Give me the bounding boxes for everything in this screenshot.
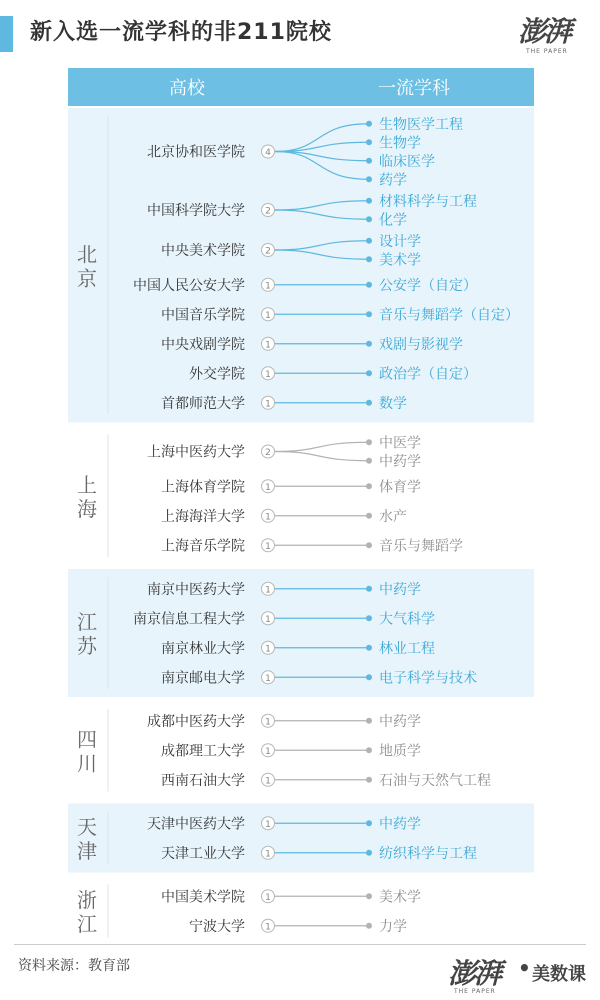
discipline-label: 中药学 (379, 713, 421, 730)
discipline-label: 美术学 (379, 252, 421, 269)
count-value: 1 (265, 482, 271, 493)
discipline-label: 地质学 (379, 743, 421, 760)
count-value: 1 (265, 849, 271, 860)
discipline-dot (366, 400, 372, 406)
school-name: 南京林业大学 (161, 640, 245, 657)
discipline-label: 音乐与舞蹈学 (379, 538, 463, 555)
discipline-dot (366, 439, 372, 445)
discipline-dot (366, 542, 372, 548)
region-label-char: 江 (77, 610, 97, 634)
count-value: 1 (265, 746, 271, 757)
discipline-dot (366, 238, 372, 244)
school-name: 中国科学院大学 (147, 203, 245, 219)
discipline-dot (366, 176, 372, 182)
region-label-char: 上 (77, 472, 97, 497)
region-label-char: 津 (77, 839, 97, 863)
region-label-char: 北 (77, 242, 97, 267)
region-label-char: 天 (77, 815, 97, 839)
footer-divider (14, 944, 586, 945)
school-name: 南京中医药大学 (147, 581, 245, 598)
discipline-dot (366, 820, 372, 826)
region-label-char: 苏 (77, 634, 97, 658)
region-label-char: 江 (77, 912, 97, 936)
logo-mark: 澎湃 (518, 15, 571, 48)
discipline-label: 生物医学工程 (379, 116, 463, 133)
school-name: 上海中医药大学 (147, 444, 245, 461)
discipline-label: 药学 (379, 172, 407, 189)
discipline-label: 中医学 (379, 435, 421, 452)
footer-logo (448, 952, 593, 996)
discipline-label: 公安学（自定） (379, 277, 477, 294)
discipline-dot (366, 256, 372, 262)
logo-subtitle: THE PAPER (526, 48, 568, 55)
count-value: 2 (265, 246, 271, 257)
count-value: 1 (265, 340, 271, 351)
discipline-label: 电子科学与技术 (379, 670, 477, 687)
discipline-dot (366, 483, 372, 489)
discipline-label: 生物学 (379, 135, 421, 152)
discipline-label: 设计学 (379, 233, 421, 250)
discipline-dot (366, 850, 372, 856)
discipline-dot (366, 718, 372, 724)
table-header-bar (68, 68, 534, 106)
region-label-char: 四 (77, 727, 97, 752)
discipline-label: 数学 (379, 395, 407, 412)
school-name: 首都师范大学 (161, 395, 245, 412)
discipline-label: 美术学 (379, 889, 421, 906)
school-name: 中国音乐学院 (161, 307, 245, 324)
count-value: 2 (265, 206, 271, 217)
count-value: 4 (265, 148, 271, 158)
data-source: 资料来源：教育部 (18, 958, 130, 974)
discipline-label: 大气科学 (379, 611, 435, 628)
discipline-dot (366, 341, 372, 347)
discipline-label: 临床医学 (379, 153, 435, 170)
footer-logo-subtitle: THE PAPER (454, 988, 496, 995)
discipline-label: 中药学 (379, 453, 421, 470)
discipline-dot (366, 893, 372, 899)
count-value: 1 (265, 819, 271, 830)
region-label-char: 海 (77, 496, 97, 521)
discipline-dot (366, 370, 372, 376)
school-name: 北京协和医学院 (147, 144, 245, 161)
discipline-label: 政治学（自定） (379, 366, 477, 383)
footer-brand: 美数课 (532, 964, 586, 985)
count-value: 1 (265, 369, 271, 380)
discipline-label: 水产 (379, 508, 407, 525)
discipline-dot (366, 311, 372, 317)
discipline-dot (366, 216, 372, 222)
discipline-label: 材料科学与工程 (379, 193, 477, 210)
region-band (68, 804, 534, 873)
count-value: 1 (265, 512, 271, 523)
region-label-char: 川 (77, 751, 97, 776)
discipline-label: 力学 (379, 918, 407, 935)
count-value: 1 (265, 399, 271, 410)
count-value: 2 (265, 448, 271, 458)
discipline-label: 中药学 (379, 581, 421, 598)
count-value: 1 (265, 673, 271, 684)
region-label-char: 浙 (77, 888, 97, 912)
discipline-dot (366, 121, 372, 127)
discipline-dot (366, 139, 372, 145)
count-value: 1 (265, 776, 271, 787)
discipline-dot (366, 198, 372, 204)
school-name: 天津中医药大学 (147, 816, 245, 833)
header-school-label: 高校 (169, 78, 205, 99)
discipline-label: 石油与天然气工程 (379, 772, 491, 789)
school-name: 中国美术学院 (161, 889, 245, 906)
school-name: 上海海洋大学 (161, 508, 245, 525)
discipline-dot (366, 513, 372, 519)
count-value: 1 (265, 585, 271, 596)
school-name: 成都中医药大学 (147, 713, 245, 730)
discipline-dot (366, 923, 372, 929)
school-name: 中国人民公安大学 (133, 277, 245, 294)
discipline-dot (366, 615, 372, 621)
header-discipline-label: 一流学科 (378, 78, 450, 99)
school-name: 宁波大学 (189, 918, 245, 935)
count-value: 1 (265, 922, 271, 933)
connector-curve (275, 442, 369, 451)
school-name: 中央戏剧学院 (161, 336, 245, 353)
discipline-label: 音乐与舞蹈学（自定） (379, 307, 519, 324)
discipline-dot (366, 674, 372, 680)
discipline-label: 戏剧与影视学 (379, 336, 463, 353)
count-value: 1 (265, 281, 271, 292)
discipline-label: 化学 (379, 212, 407, 229)
discipline-dot (366, 777, 372, 783)
discipline-dot (366, 158, 372, 164)
school-name: 成都理工大学 (161, 743, 245, 760)
school-name: 南京邮电大学 (161, 670, 245, 687)
school-name: 上海音乐学院 (161, 538, 245, 555)
discipline-dot (366, 586, 372, 592)
count-value: 1 (265, 541, 271, 552)
discipline-label: 体育学 (379, 479, 421, 496)
count-value: 1 (265, 644, 271, 655)
school-name: 上海体育学院 (161, 479, 245, 496)
discipline-label: 中药学 (379, 816, 421, 833)
discipline-dot (366, 282, 372, 288)
page-title: 新入选一流学科的非211院校 (30, 20, 332, 45)
count-value: 1 (265, 717, 271, 728)
school-name: 外交学院 (189, 366, 245, 383)
discipline-dot (366, 747, 372, 753)
discipline-dot (366, 458, 372, 464)
footer-logo-mark (448, 952, 501, 995)
connector-curve (275, 452, 369, 461)
discipline-label: 纺织科学与工程 (379, 845, 477, 862)
school-name: 南京信息工程大学 (133, 611, 245, 628)
discipline-dot (366, 645, 372, 651)
school-name: 天津工业大学 (161, 845, 245, 862)
discipline-label: 林业工程 (379, 640, 435, 657)
footer-logo-text: 澎湃 (448, 957, 501, 990)
count-value: 1 (265, 892, 271, 903)
school-name: 西南石油大学 (161, 772, 245, 789)
school-name: 中央美术学院 (161, 243, 245, 259)
count-value: 1 (265, 614, 271, 625)
count-value: 1 (265, 310, 271, 321)
region-label-char: 京 (77, 266, 97, 291)
footer-separator: • (518, 956, 531, 980)
